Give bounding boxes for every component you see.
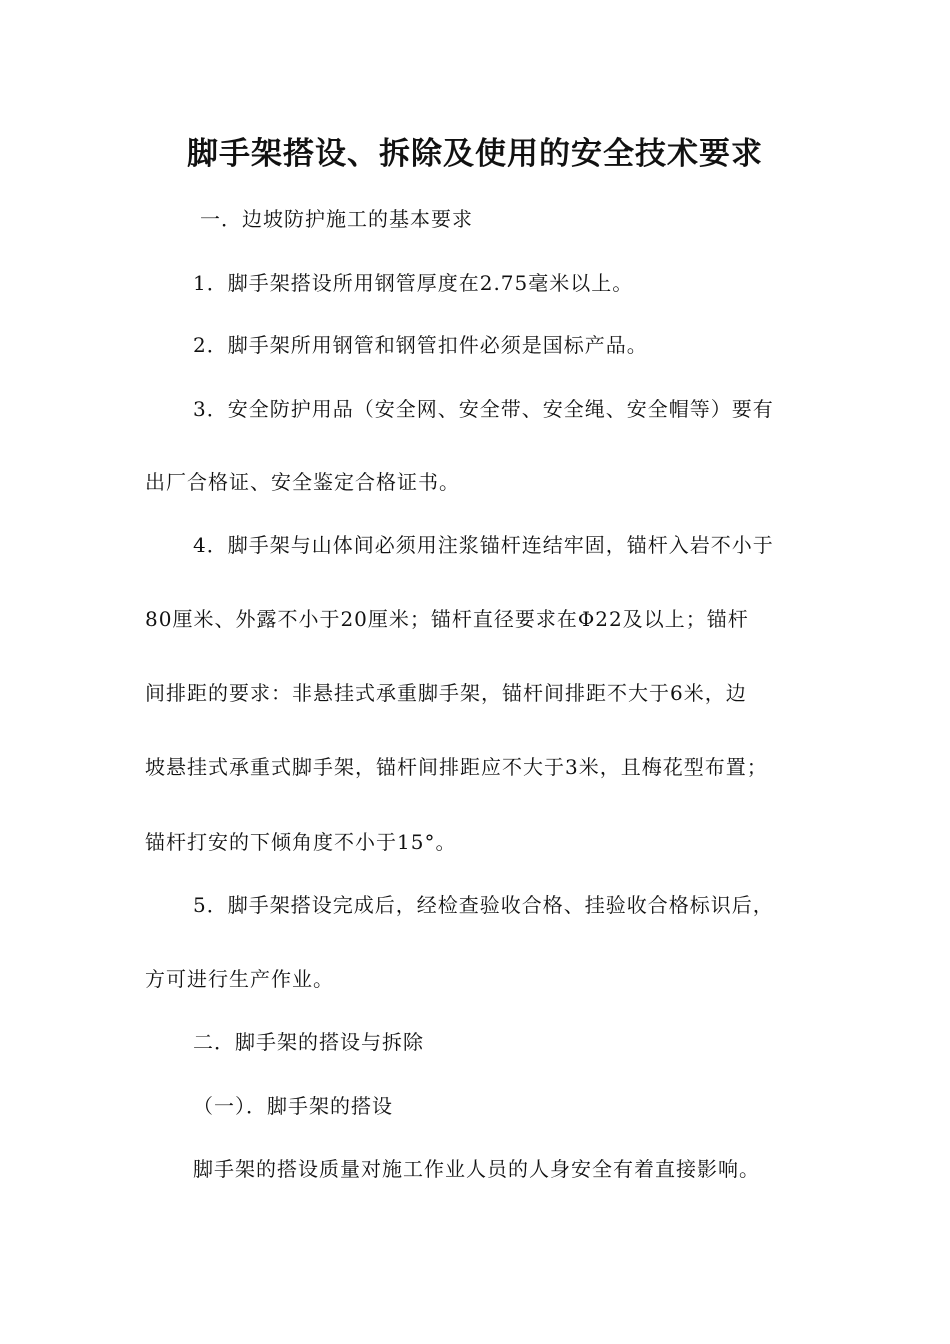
paragraph-line: 出厂合格证、安全鉴定合格证书。 xyxy=(145,470,460,494)
section-heading-2: 二．脚手架的搭设与拆除 xyxy=(193,1030,424,1054)
paragraph-line: 1．脚手架搭设所用钢管厚度在2.75毫米以上。 xyxy=(193,271,634,295)
document-title: 脚手架搭设、拆除及使用的安全技术要求 xyxy=(187,136,763,172)
section-heading-1: 一．边坡防护施工的基本要求 xyxy=(200,207,473,231)
paragraph-line: 3．安全防护用品（安全网、安全带、安全绳、安全帽等）要有 xyxy=(193,397,774,421)
paragraph-line: 2．脚手架所用钢管和钢管扣件必须是国标产品。 xyxy=(193,333,648,357)
paragraph-line: 4．脚手架与山体间必须用注浆锚杆连结牢固，锚杆入岩不小于 xyxy=(193,533,774,557)
paragraph-line: 脚手架的搭设质量对施工作业人员的人身安全有着直接影响。 xyxy=(193,1157,760,1181)
paragraph-line: 坡悬挂式承重式脚手架，锚杆间排距应不大于3米，且梅花型布置； xyxy=(145,755,768,779)
paragraph-line: 方可进行生产作业。 xyxy=(145,967,334,991)
subsection-heading: （一）．脚手架的搭设 xyxy=(193,1094,393,1118)
paragraph-line: 5．脚手架搭设完成后，经检查验收合格、挂验收合格标识后， xyxy=(193,893,774,917)
paragraph-line: 锚杆打安的下倾角度不小于15°。 xyxy=(145,830,457,854)
paragraph-line: 间排距的要求：非悬挂式承重脚手架，锚杆间排距不大于6米，边 xyxy=(145,681,747,705)
paragraph-line: 80厘米、外露不小于20厘米；锚杆直径要求在Φ22及以上；锚杆 xyxy=(145,607,749,631)
